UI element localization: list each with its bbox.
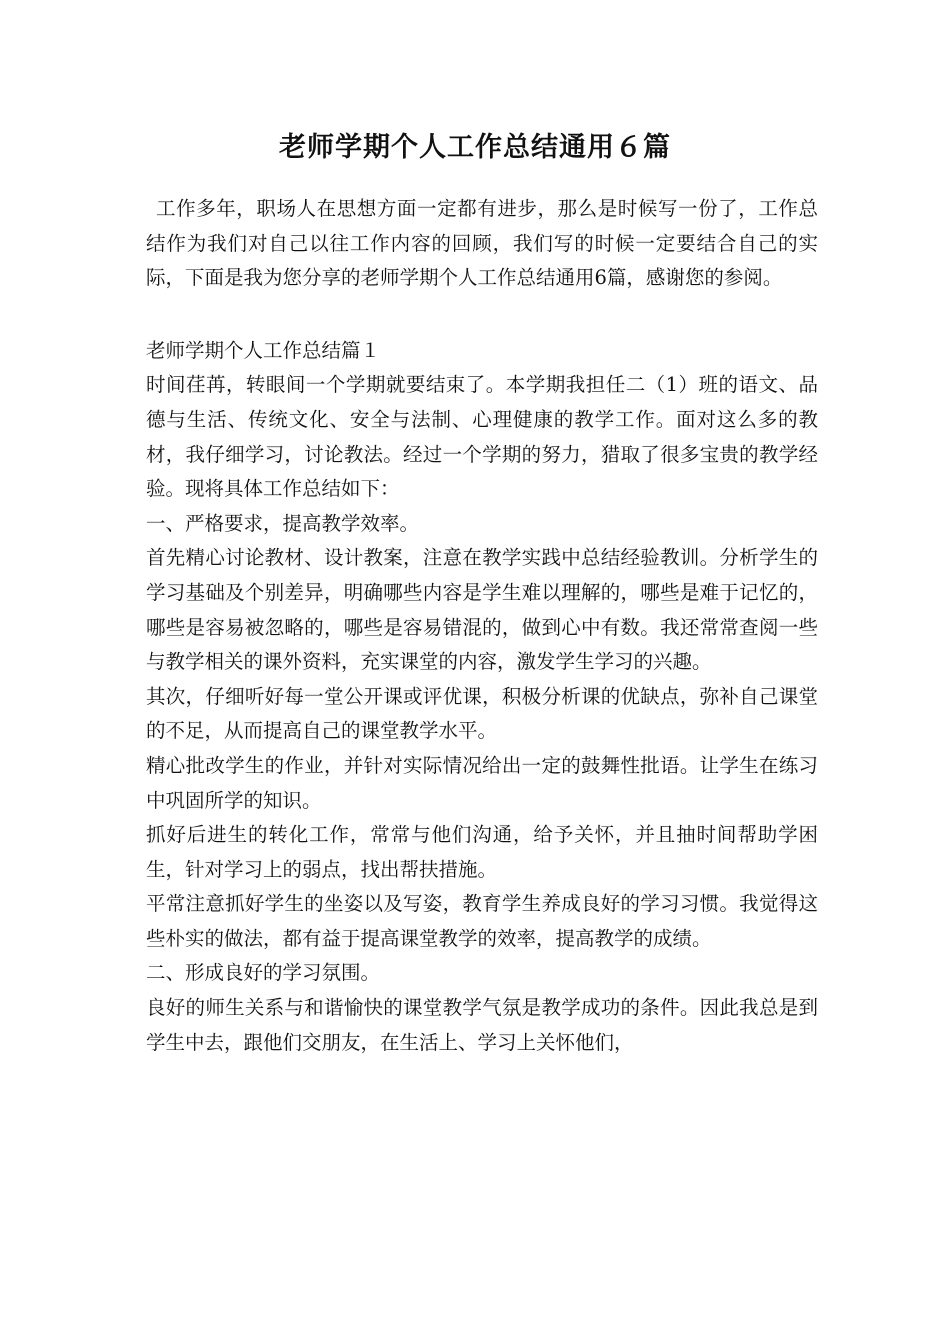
subsection-heading: 一、严格要求，提高教学效率。 — [146, 511, 420, 535]
section-heading: 老师学期个人工作总结篇１ — [146, 338, 381, 362]
body-paragraph: 精心批改学生的作业，并针对实际情况给出一定的鼓舞性批语。让学生在练习中巩固所学的知识。 — [146, 753, 818, 812]
subsection-heading: 二、形成良好的学习氛围。 — [146, 961, 381, 985]
intro-paragraph: 工作多年，职场人在思想方面一定都有进步，那么是时候写一份了，工作总结作为我们对自己以往工作内容的回顾，我们写的时候一定要结合自己的实际，下面是我为您分享的老师学期个人工作总结通用6篇，感谢您的参阅。 — [146, 197, 818, 290]
body-paragraph: 抓好后进生的转化工作，常常与他们沟通，给予关怀，并且抽时间帮助学困生，针对学习上的弱点，找出帮扶措施。 — [146, 823, 818, 881]
paragraph-gap — [146, 296, 818, 334]
body-paragraph: 良好的师生关系与和谐愉快的课堂教学气氛是教学成功的条件。因此我总是到学生中去，跟他们交朋友，在生活上、学习上关怀他们， — [146, 996, 818, 1054]
body-paragraph: 平常注意抓好学生的坐姿以及写姿，教育学生养成良好的学习习惯。我觉得这些朴实的做法，都有益于提高课堂教学的效率，提高教学的成绩。 — [146, 892, 818, 950]
body-paragraph: 其次，仔细听好每一堂公开课或评优课，积极分析课的优缺点，弥补自己课堂的不足，从而提高自己的课堂教学水平。 — [146, 684, 818, 743]
body-paragraph: 首先精心讨论教材、设计教案，注意在教学实践中总结经验教训。分析学生的学习基础及个别差异，明确哪些内容是学生难以理解的，哪些是难于记忆的，哪些是容易被忽略的，哪些是容易错混的，做到心中有数。我还常常查阅一些与教学相关的课外资料，充实课堂的内容，激发学生学习的兴趣。 — [146, 546, 818, 674]
body-paragraph: 时间荏苒，转眼间一个学期就要结束了。本学期我担任二（1）班的语文、品德与生活、传统文化、安全与法制、心理健康的教学工作。面对这么多的教材，我仔细学习，讨论教法。经过一个学期的努力，猎取了很多宝贵的教学经验。现将具体工作总结如下： — [146, 373, 818, 501]
document-title: 老师学期个人工作总结通用６篇 — [279, 132, 671, 163]
document-body — [146, 192, 818, 1060]
